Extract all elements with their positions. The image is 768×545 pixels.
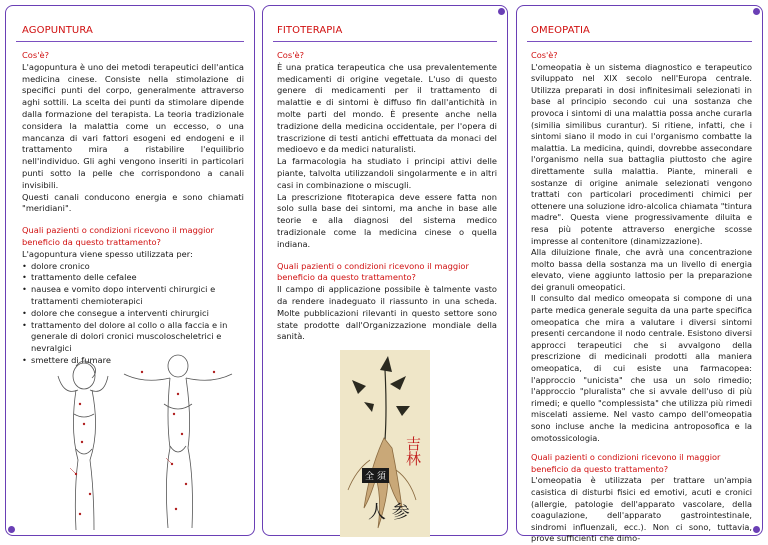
list-item: • dolore cronico bbox=[31, 261, 244, 273]
paragraph: Alla diluizione finale, che avrà una concentrazione molto bassa della sostanza ma un livello di energia elevato, viene aggiunto lattosio per la preparazione dei granuli omeopatici. bbox=[531, 247, 752, 292]
panel-fitoterapia bbox=[262, 5, 508, 536]
indications-list bbox=[22, 261, 244, 367]
paragraph: La prescrizione fitoterapica deve essere fatta non solo sulla base dei sintomi, ma anche in base alle teorie e alla diagnosi del sistema medico tradizionale come la medicina cinese o quella indiana. bbox=[277, 191, 497, 249]
acupuncture-figures-illustration bbox=[46, 354, 246, 534]
paragraph: La farmacologia ha studiato i principi attivi delle piante, talvolta utilizzandoli singolarmente e in altri casi in combinazione o miscugli. bbox=[277, 156, 497, 190]
list-item: • trattamento del dolore al collo o alla faccia e in generale di dolori cronici muscoloscheletrici e nevralgici bbox=[31, 320, 244, 355]
question-heading: Quali pazienti o condizioni ricevono il maggior beneficio da questo trattamento? bbox=[531, 452, 721, 474]
question-heading: Quali pazienti o condizioni ricevono il maggior beneficio da questo trattamento? bbox=[277, 260, 469, 283]
section-content bbox=[22, 50, 244, 367]
section-title: FITOTERAPIA bbox=[277, 25, 343, 36]
paragraph: L'omeopatia è un sistema diagnostico e terapeutico sviluppato nel XIX secolo nell'Europa centrale. Utilizza preparati in dosi infinitesimali selezionati in base al principio secondo cui una sostanza che provoca i sintomi di una malattia possa anche curarla (similia similibus curantur). Si ritiene, infatti, che i sintomi siano il modo in cui l'organismo combatte la malattia. La medicina, quindi, dovrebbe assecondare l'organismo nella sua battaglia piuttosto che agire direttamente sulla malattia. Piante, minerali e sostanze di origine animale selezionati vengono trattati con particolari procedimenti chimici per ottenere una soluzione idro-alcolica chiamata "tintura madre". Questa viene progressivamente diluita e resa più potente attraverso energiche scosse impresse al contenitore (dinamizzazione). bbox=[531, 61, 752, 246]
label-jilin: 吉林 bbox=[404, 436, 422, 466]
panel-agopuntura bbox=[5, 5, 255, 536]
divider bbox=[527, 41, 752, 42]
paragraph: È una pratica terapeutica che usa prevalentemente medicamenti di origine vegetale. L'uso di questo genere di medicamenti per il trattamento di malattie e di sintomi è diffuso fin dall'antichità in molte parti del mondo. È presente anche nella tradizione della medicina occidentale, per l'opera di trascrizione di testi antichi effettuata da monaci del medioevo e da medici naturalisti. bbox=[277, 61, 497, 155]
section-content bbox=[531, 50, 752, 545]
panel-omeopatia bbox=[516, 5, 763, 544]
label-renshen: 人 参 bbox=[368, 502, 410, 523]
divider bbox=[273, 41, 497, 42]
question-heading: Cos'è? bbox=[277, 50, 304, 60]
corner-dot bbox=[8, 526, 15, 533]
section-content bbox=[277, 50, 497, 343]
list-item: • nausea e vomito dopo interventi chirurgici e trattamenti chemioterapici bbox=[31, 284, 244, 308]
question-heading: Cos'è? bbox=[531, 50, 558, 60]
corner-dot bbox=[753, 526, 760, 533]
paragraph: L'agopuntura è uno dei metodi terapeutici dell'antica medicina cinese. Consiste nella stimolazione di specifici punti del corpo, generalmente attraverso aghi sottili. La scelta dei punti da stimolare dipende dalla formazione del terapista. La teoria tradizionale considera la malattia come un eccesso, o una mancanza di vari fattori esogeni ed endogeni e il trattamento mira a ristabilire l'equilibrio nell'individuo. Gli aghi vengono inseriti in particolari punti sotto la pelle che corrispondono a canali invisibili. bbox=[22, 61, 244, 190]
section-title: AGOPUNTURA bbox=[22, 25, 93, 36]
question-heading: Cos'è? bbox=[22, 50, 49, 60]
paragraph: L'agopuntura viene spesso utilizzata per: bbox=[22, 248, 193, 259]
corner-dot bbox=[753, 8, 760, 15]
paragraph: Questi canali conducono energia e sono chiamati "meridiani". bbox=[22, 191, 244, 214]
list-item: • smettere di fumare bbox=[31, 355, 244, 367]
paragraph: Il campo di applicazione possibile è talmente vasto da rendere inadeguato il riassunto in una scheda. Molte pubblicazioni rilevanti in questo settore sono state prodotte dall'Organizzazione mondiale della sanità. bbox=[277, 284, 497, 342]
corner-dot bbox=[498, 8, 505, 15]
divider bbox=[16, 41, 244, 42]
paragraph: Il consulto dal medico omeopata si compone di una parte medica generale seguita da una parte specifica omeopatica che mira a valutare i diversi sintomi presenti cercandone il nodo centrale. Esistono diversi approcci terapeutici che si avvalgono della prescrizione di medicinali prodotti alla maniera omeopatica, di cui esiste una farmacopea: l'approccio "unicista" che usa un solo rimedio; l'approccio "pluralista" che si avvale dell'uso di più rimedi; e quello "complessista" che utilizza più rimedi miscelati assieme. Nel vasto campo dell'omeopatia sono incluse anche la medicina antroposofica e la omotossicologia. bbox=[531, 293, 752, 443]
ginseng-image bbox=[340, 350, 430, 537]
label-quanxu: 全 須 bbox=[362, 468, 389, 483]
question-heading: Quali pazienti o condizioni ricevono il maggior beneficio da questo trattamento? bbox=[22, 225, 214, 247]
list-item: • trattamento delle cefalee bbox=[31, 272, 244, 284]
section-title: OMEOPATIA bbox=[531, 25, 590, 36]
paragraph: L'omeopatia è utilizzata per trattare un'ampia casistica di disturbi fisici ed emotivi, acuti e cronici (allergie, patologie dell'apparato vascolare, della coagulazione, dell'apparato gastrointestinale, sindromi influenzali, ecc.). Non ci sono, tuttavia, prove sufficienti che dimo- bbox=[531, 475, 752, 544]
list-item: • dolore che consegue a interventi chirurgici bbox=[31, 308, 244, 320]
